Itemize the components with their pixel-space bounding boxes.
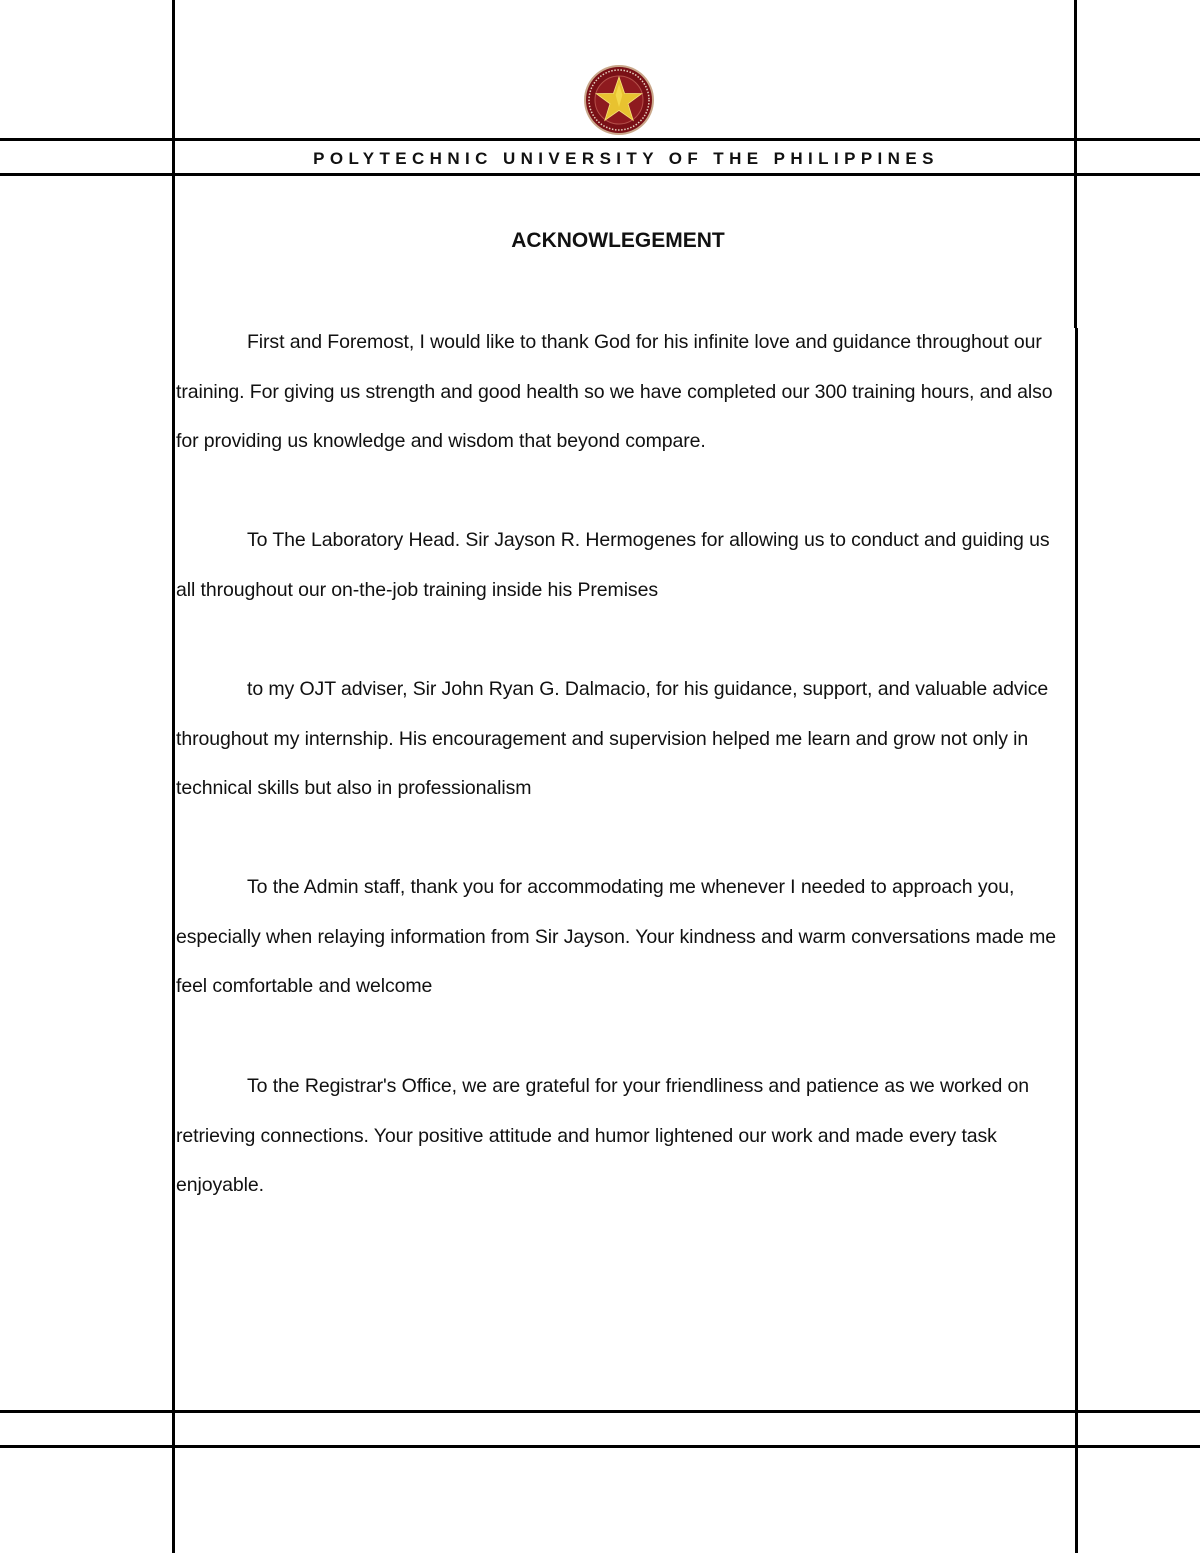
paragraph-registrar: To the Registrar's Office, we are grateful for your friendliness and patience as we worked on retrieving connections. Your positive attitude and humor lightened our work and made every task enjoyable.: [176, 1075, 1030, 1196]
header-top-rule: [0, 138, 1200, 141]
paragraph-laboratory-head: To The Laboratory Head. Sir Jayson R. Hermogenes for allowing us to conduct and guiding us all throughout our on-the-job training inside his Premises: [176, 529, 1050, 601]
paragraph-ojt-adviser: to my OJT adviser, Sir John Ryan G. Dalmacio, for his guidance, support, and valuable advice throughout my internship. His encouragement and supervision helped me learn and grow not only in technical skills but also in professionalism: [176, 678, 1049, 799]
footer-bottom-rule: [0, 1445, 1200, 1448]
paragraph-god: First and Foremost, I would like to thank God for his infinite love and guidance throughout our training. For giving us strength and good health so we have completed our 300 training hours, and also for providing us knowledge and wisdom that beyond compare.: [176, 331, 1053, 452]
pup-seal-icon: [583, 64, 655, 136]
header-bottom-rule: [0, 173, 1200, 176]
university-name: POLYTECHNIC UNIVERSITY OF THE PHILIPPINES: [313, 149, 939, 168]
right-margin-rule-lower: [1075, 328, 1078, 1553]
paragraph-admin-staff: To the Admin staff, thank you for accommodating me whenever I needed to approach you, especially when relaying information from Sir Jayson. Your kindness and warm conversations made me feel comfortable and welcome: [176, 876, 1057, 997]
footer-top-rule: [0, 1410, 1200, 1413]
left-margin-rule: [172, 0, 175, 1553]
page-title: ACKNOWLEGEMENT: [511, 229, 725, 252]
